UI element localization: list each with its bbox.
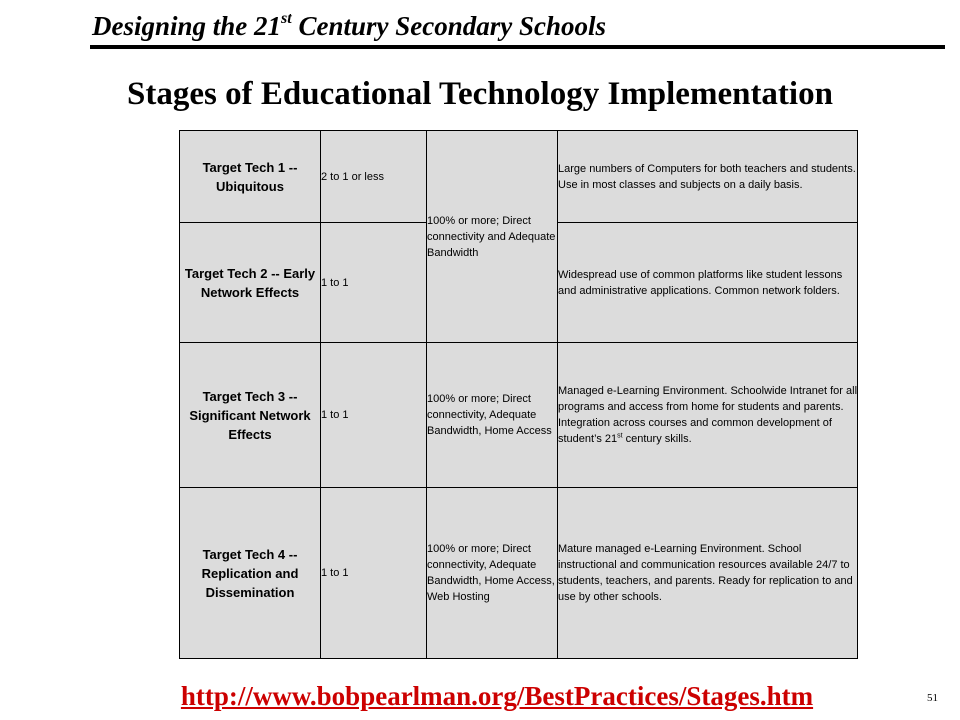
description-cell: Widespread use of common platforms like student lessons and administrative applications. Common network folders. [558, 223, 858, 343]
description-text-rest: century skills. [622, 433, 692, 445]
stage-name-cell: Target Tech 4 -- Replication and Dissemination [180, 488, 321, 659]
header-divider [90, 45, 945, 49]
connectivity-cell: 100% or more; Direct connectivity, Adequate Bandwidth, Home Access [427, 343, 558, 488]
description-superscript: st [617, 432, 623, 440]
ratio-cell: 1 to 1 [321, 343, 427, 488]
description-cell: Mature managed e-Learning Environment. School instructional and communication resources available 24/7 to students, teachers, and parents. Ready for replication to and use by other schools. [558, 488, 858, 659]
description-cell: Large numbers of Computers for both teachers and students. Use in most classes and subjects on a daily basis. [558, 131, 858, 223]
table-row [180, 343, 858, 488]
page-number: 51 [927, 692, 938, 704]
stages-table [179, 130, 858, 659]
connectivity-cell: 100% or more; Direct connectivity and Adequate Bandwidth [427, 131, 558, 343]
header-title-text-rest: Century Secondary Schools [291, 11, 606, 41]
table-row [180, 131, 858, 223]
ratio-cell: 1 to 1 [321, 223, 427, 343]
stage-name-cell: Target Tech 1 -- Ubiquitous [180, 131, 321, 223]
slide-title: Stages of Educational Technology Implementation [127, 76, 833, 112]
header-title-text: Designing the 21 [92, 11, 282, 41]
ratio-cell: 1 to 1 [321, 488, 427, 659]
header-title-superscript: st [281, 10, 292, 27]
header-title [92, 8, 606, 44]
description-cell [558, 343, 858, 488]
source-link[interactable]: http://www.bobpearlman.org/BestPractices/Stages.htm [180, 681, 814, 711]
table-row [180, 488, 858, 659]
stage-name-cell: Target Tech 2 -- Early Network Effects [180, 223, 321, 343]
stage-name-cell: Target Tech 3 -- Significant Network Effects [180, 343, 321, 488]
connectivity-cell: 100% or more; Direct connectivity, Adequate Bandwidth, Home Access, Web Hosting [427, 488, 558, 659]
description-text: Managed e-Learning Environment. Schoolwide Intranet for all programs and access from home for students and parents. Integration across courses and common development of student’s 21 [558, 385, 858, 445]
ratio-cell: 2 to 1 or less [321, 131, 427, 223]
